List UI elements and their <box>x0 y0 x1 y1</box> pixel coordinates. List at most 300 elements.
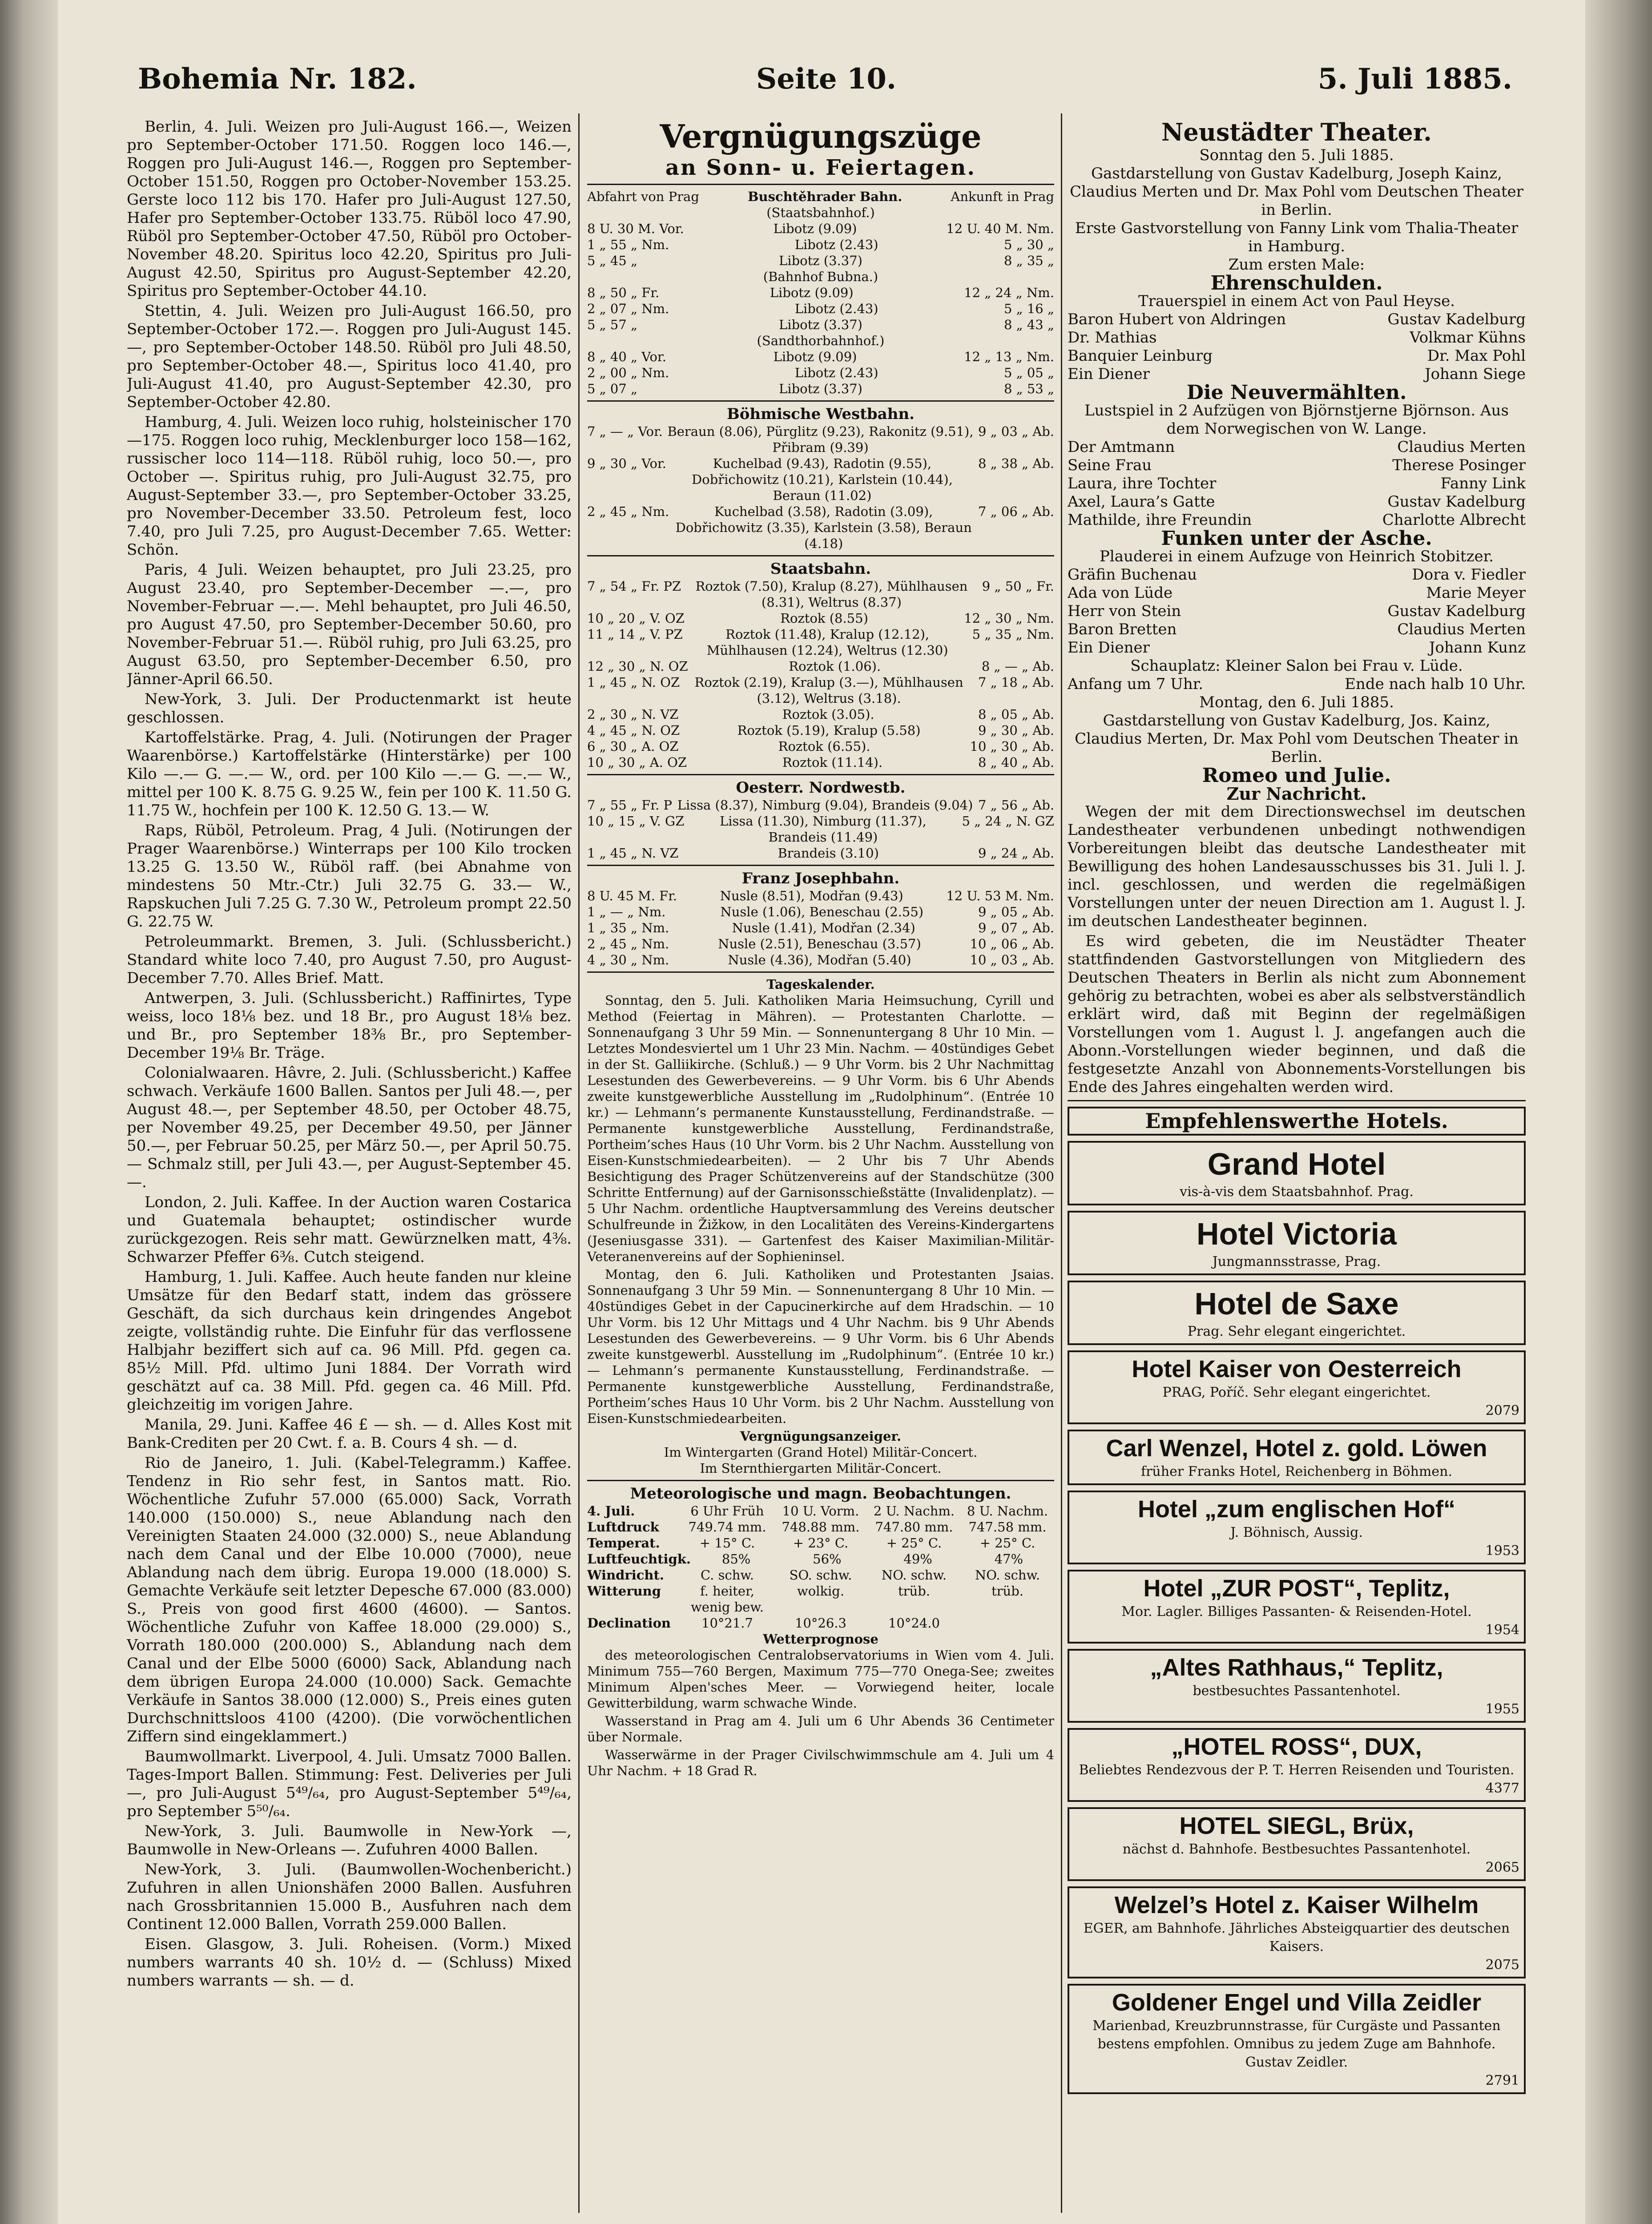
calendar-entry: Montag, den 6. Juli. Katholiken und Protestanten Jsaias. Sonnenaufgang 3 Uhr 59 Min. — Sonnenuntergang 8 Uhr 10 Min. — 40stündiges Gebet in der Capucinerkirche auf dem Hradschin. — 10 Uhr Vorm. bis 12 Uhr Mittags und 4 Uhr Nachm. bis 9 Uhr Abends Lesestunden des Gewerbevereins. — 9 Uhr Vorm. bis 6 Uhr Abends zweite kunstgewerbl. Ausstellung im „Rudolphinum“. (Entrée 10 kr.) — Lehmann’s permanente Kunstausstellung, Ferdinandstraße. — Permanente kunstgewerbliche Ausstellung, Ferdinandstraße, Portheim’sches Haus 10 Uhr Vorm. bis 2 Uhr Nachm. Ausstellung von Eisen-Kunstschmiedearbeiten. <box>587 1267 1054 1426</box>
departure-time: 1 „ 55 „ Nm. <box>587 237 669 252</box>
meteo-title: Meteorologische und magn. Beobachtungen. <box>630 1485 1011 1503</box>
meteo-cell: 10°26.3 <box>795 1616 846 1631</box>
water-level-text: Wasserstand in Prag am 4. Juli um 6 Uhr Abends 36 Centimeter über Normale. <box>587 1713 1054 1745</box>
hotel-details: EGER, am Bahnhofe. Jährliches Absteigquartier des deutschen Kaisers. <box>1083 1921 1510 1954</box>
departure-time: 6 „ 30 „ A. OZ <box>587 739 679 754</box>
divider <box>1068 1100 1526 1101</box>
train-row <box>587 706 1054 722</box>
train-destinations: Libotz (3.37) <box>779 317 862 332</box>
header-page-number: Seite 10. <box>756 62 897 96</box>
arrival-time: 8 „ 43 „ <box>1003 317 1054 332</box>
market-report: Hamburg, 4. Juli. Weizen loco ruhig, holsteinischer 170—175. Roggen loco ruhig, Mecklenburger loco 158—162, russischer loco 114—118. Rüböl ruhig, loco 50.—, pro October —. Spiritus ruhig, pro Juli-August 32.75, pro August-September 33.—, pro September-October 33.25, pro November-December 33.50. Petroleum fest, loco 7.40, pro Juli 7.25, pro August-December 7.65. Wetter: Schön. <box>127 413 572 559</box>
meteo-cell: 47% <box>994 1551 1023 1567</box>
departure-time: 11 „ 14 „ V. PZ <box>587 627 683 642</box>
arrival-time: 7 „ 06 „ Ab. <box>978 504 1054 519</box>
actor-name: Dora v. Fiedler <box>1412 566 1526 584</box>
role-name: Axel, Laura’s Gatte <box>1068 493 1215 511</box>
arrival-time: 10 „ 30 „ Ab. <box>970 739 1054 754</box>
arrival-time: 7 „ 18 „ Ab. <box>978 675 1054 690</box>
hotel-ad <box>1068 1491 1526 1564</box>
departure-time: 12 „ 30 „ N. OZ <box>587 659 688 674</box>
hotel-ad-number: 2075 <box>1485 1957 1519 1973</box>
role-name: Seine Frau <box>1068 456 1152 474</box>
theatre-intro <box>1068 146 1526 274</box>
arrival-time: 5 „ 16 „ <box>1003 301 1054 316</box>
role-name: Baron Bretten <box>1068 620 1177 638</box>
hotel-ad-number: 2079 <box>1485 1403 1519 1418</box>
train-destinations: Nusle (2.51), Beneschau (3.57) <box>718 936 921 951</box>
actor-name: Johann Kunz <box>1429 639 1526 657</box>
arrival-time: 5 „ 30 „ <box>1003 237 1054 252</box>
arrival-time: 12 U. 53 M. Nm. <box>946 888 1054 903</box>
train-row <box>587 813 1054 845</box>
meteo-cell: 747.58 mm. <box>968 1519 1047 1535</box>
meteo-cell: 10 U. Vorm. <box>782 1503 859 1519</box>
forecast-text: des meteorologischen Centralobservatoriums in Wien vom 4. Juli. Minimum 755—760 Bergen, Maximum 775—770 Onega-See; zweites Minimum Alpen'sches Meer. — Vorwiegend heiter, locale Gewitterbildung, warm schwache Winde. <box>587 1648 1054 1711</box>
arrival-time: 12 „ 24 „ Nm. <box>964 285 1054 300</box>
train-row <box>587 674 1054 706</box>
market-report: London, 2. Juli. Kaffee. In der Auction waren Costarica und Guatemala behauptet; ostindischer wurde zurückgezogen. Reis sehr matt. Gewürznelken matt, 4⅜. Schwarzer Pfeffer 6⅜. Cutch steigend. <box>127 1193 572 1266</box>
train-destinations: Libotz (9.09) <box>770 285 854 300</box>
departure-time: 4 „ 45 „ N. OZ <box>587 723 680 738</box>
forecast-title: Wetterprognose <box>763 1632 878 1647</box>
hotels-title: Empfehlenswerthe Hotels. <box>1068 1107 1526 1136</box>
train-row <box>587 301 1054 317</box>
hotel-ad <box>1068 1141 1526 1205</box>
cast-row <box>1068 620 1526 639</box>
arrival-time: 8 „ 05 „ Ab. <box>978 707 1054 722</box>
departure-time: 5 „ 07 „ <box>587 381 638 396</box>
market-report: Eisen. Glasgow, 3. Juli. Roheisen. (Vorm.) Mixed numbers warrants 40 sh. 10½ d. — (Schluss) Mixed numbers warrants — sh. — d. <box>127 1935 572 1990</box>
divider <box>587 555 1054 556</box>
departure-time: 10 „ 15 „ V. GZ <box>587 814 685 829</box>
train-row <box>587 504 1054 552</box>
meteo-cell <box>961 1615 1054 1631</box>
meteo-table <box>587 1503 1054 1631</box>
train-row <box>587 423 1054 455</box>
actor-name: Dr. Max Pohl <box>1427 347 1526 365</box>
hotel-ad <box>1068 1649 1526 1723</box>
theatre-intro-line: Zum ersten Male: <box>1228 256 1365 274</box>
train-destinations: Libotz (3.37) <box>779 253 862 268</box>
hotel-name: HOTEL SIEGL, Brüx, <box>1179 1813 1414 1839</box>
train-destinations: Roztok (6.55). <box>778 739 870 754</box>
franz-joseph-bahn-title: Franz Josephbahn. <box>741 870 900 887</box>
arrival-time: 9 „ 24 „ Ab. <box>978 846 1054 861</box>
meteo-cell: 2 U. Nachm. <box>873 1503 955 1519</box>
train-destinations: Roztok (1.06). <box>789 659 881 674</box>
cast-row <box>1068 566 1526 584</box>
play-subtitle: Plauderei in einem Aufzuge von Heinrich Stobitzer. <box>1100 548 1494 565</box>
calendar-title: Tageskalender. <box>766 977 875 992</box>
departure-time: 5 „ 57 „ <box>587 317 638 332</box>
hotel-details: nächst d. Bahnhofe. Bestbesuchtes Passantenhotel. <box>1122 1841 1471 1857</box>
role-name: Der Amtmann <box>1068 438 1175 456</box>
departure-time: 4 „ 30 „ Nm. <box>587 952 669 967</box>
train-row <box>587 578 1054 610</box>
entertainment-list <box>587 1444 1054 1476</box>
train-rows <box>587 221 1054 269</box>
meteo-cell: + 23° C. <box>793 1535 849 1551</box>
arrival-time: 8 „ — „ Ab. <box>981 659 1054 674</box>
water-temperature-text: Wasserwärme in der Prager Civilschwimmschule am 4. Juli um 4 Uhr Nachm. + 18 Grad R. <box>587 1747 1054 1778</box>
departure-time: 2 „ 30 „ N. VZ <box>587 707 679 722</box>
notice-text <box>1068 803 1526 1096</box>
meteo-cell: NO. schw. <box>881 1567 947 1583</box>
meteo-cell: f. heiter, wenig bew. <box>690 1583 764 1615</box>
divider <box>587 1480 1054 1481</box>
entertainment-entry: Im Wintergarten (Grand Hotel) Militär-Concert. <box>664 1445 978 1460</box>
meteo-cell: SO. schw. <box>789 1567 852 1583</box>
actor-name: Volkmar Kühns <box>1410 329 1526 346</box>
departure-time: 7 „ 54 „ Fr. PZ <box>587 579 681 594</box>
meteo-cell: Declination <box>587 1616 671 1631</box>
actor-name: Gustav Kadelburg <box>1387 493 1526 511</box>
train-row <box>587 845 1054 861</box>
train-row <box>587 455 1054 504</box>
westbahn-title: Böhmische Westbahn. <box>726 405 915 423</box>
play-subtitle: Trauerspiel in einem Act von Paul Heyse. <box>1138 292 1455 310</box>
entertainment-entry: Im Sternthiergarten Militär-Concert. <box>700 1461 942 1476</box>
train-row <box>587 754 1054 770</box>
theatre-intro-line: Gastdarstellung von Gustav Kadelburg, Joseph Kainz, Claudius Merten und Dr. Max Pohl vom Deutschen Theater in Berlin. <box>1070 165 1523 219</box>
meteo-cell: wolkig. <box>797 1583 845 1599</box>
actor-name: Charlotte Albrecht <box>1382 511 1526 529</box>
theatre-hotels-column <box>1068 118 1526 2217</box>
role-name: Ada von Lüde <box>1068 584 1173 602</box>
train-row <box>587 349 1054 365</box>
theatre-title: Neustädter Theater. <box>1161 118 1432 146</box>
train-destinations: Libotz (2.43) <box>794 237 878 252</box>
arrival-time: 9 „ 07 „ Ab. <box>978 920 1054 935</box>
header-date: 5. Juli 1885. <box>1318 62 1512 96</box>
role-name: Gräfin Buchenau <box>1068 566 1197 584</box>
hotel-details: PRAG, Poříč. Sehr elegant eingerichtet. <box>1162 1385 1431 1400</box>
cast-row <box>1068 456 1526 475</box>
cast-row <box>1068 475 1526 493</box>
role-name: Mathilde, ihre Freundin <box>1068 511 1252 529</box>
market-report: Paris, 4 Juli. Weizen behauptet, pro Juli 23.25, pro August 23.40, pro September-December —.—, pro November-Februar —.—. Mehl behauptet, pro Juli 46.50, pro August 47.50, pro September-December 50.60, pro November-Februar 51.—. Rüböl ruhig, pro Juli 63.25, pro August 63.50, pro September-December 6.50, pro Jänner-April 66.50. <box>127 561 572 688</box>
train-destinations: Nusle (8.51), Modřan (9.43) <box>720 888 903 903</box>
cast-row <box>1068 365 1526 383</box>
hotel-ad <box>1068 1886 1526 1978</box>
arrival-time: 5 „ 05 „ <box>1003 365 1054 380</box>
hotel-details: Jungmannsstrasse, Prag. <box>1212 1254 1381 1269</box>
meteo-row <box>587 1535 1054 1551</box>
train-destinations: Libotz (3.37) <box>779 381 862 396</box>
arrival-time: 12 „ 30 „ Nm. <box>964 611 1054 626</box>
arrival-time: 9 „ 03 „ Ab. <box>978 424 1054 439</box>
meteo-cell: 10°21.7 <box>701 1616 753 1631</box>
arrival-time: 9 „ 30 „ Ab. <box>978 723 1054 738</box>
train-row <box>587 253 1054 269</box>
divider <box>587 865 1054 866</box>
hotel-name: Carl Wenzel, Hotel z. gold. Löwen <box>1106 1435 1487 1462</box>
hotel-ad <box>1068 1350 1526 1424</box>
actor-name: Claudius Merten <box>1397 620 1526 638</box>
hotel-name: Grand Hotel <box>1207 1147 1386 1181</box>
arrival-time: 10 „ 03 „ Ab. <box>970 952 1054 967</box>
hotel-details: Prag. Sehr elegant eingerichtet. <box>1187 1324 1406 1339</box>
meteo-cell: 748.88 mm. <box>782 1519 860 1535</box>
market-report: Kartoffelstärke. Prag, 4. Juli. (Notirungen der Prager Waarenbörse.) Kartoffelstärke (Hinterstärke) per 100 Kilo —.— G. —.— W., ord. per 100 Kilo —.— G. —.— W., mittel per 100 K. 8.75 G. 9.25 W., fein per 100 K. 11.50 G. 11.75 W., hochfein per 100 K. 12.50 G. 13.— W. <box>127 729 572 819</box>
arrival-time: 12 U. 40 M. Nm. <box>946 221 1054 236</box>
departure-time: 1 „ 45 „ N. VZ <box>587 846 679 861</box>
hotel-ad-number: 4377 <box>1485 1781 1519 1796</box>
station-label: (Sandthorbahnhof.) <box>757 333 885 348</box>
market-report: Berlin, 4. Juli. Weizen pro Juli-August 166.—, Weizen pro September-October 171.50. Roggen loco 146.—, Roggen pro Juli-August 146.—, Roggen pro September-October 151.50, Roggen pro October-November 153.25. Gerste loco 112 bis 170. Hafer pro Juli-August 127.50, Hafer pro September-October 133.75. Rüböl loco 47.90, Rüböl pro September-October 47.50, Rüböl pro October-November 48.20. Spiritus loco 42.20, Spiritus pro Juli-August 42.50, Spiritus pro August-September 42.20, Spiritus pro September-October 44.10. <box>127 118 572 300</box>
departure-time: 10 „ 30 „ A. OZ <box>587 755 687 770</box>
hotel-ad <box>1068 1984 1526 2094</box>
role-name: Banquier Leinburg <box>1068 347 1213 365</box>
train-schedule-column <box>587 118 1054 2217</box>
meteo-cell: Windricht. <box>587 1567 664 1583</box>
hotel-name: Hotel Victoria <box>1197 1217 1397 1251</box>
meteo-cell: trüb. <box>991 1583 1023 1599</box>
market-report: Hamburg, 1. Juli. Kaffee. Auch heute fanden nur kleine Umsätze für den Bedarf statt, indem das grössere Geschäft, da sich durchaus kein dringendes Angebot zeigte, vollständig ruhte. Die Einfuhr für das verflossene Halbjahr beziffert sich auf ca. 96 Mill. Pfd. gegen ca. 85½ Mill. Pfd. ultimo Juni 1884. Der Vorrath wird geschätzt auf ca. 38 Mill. Pfd. gegen ca. 46 Mill. Pfd. gleichzeitig im vorigen Jahre. <box>127 1268 572 1414</box>
actor-name: Marie Meyer <box>1426 584 1526 602</box>
train-rows <box>587 423 1054 552</box>
market-report: New-York, 3. Juli. Baumwolle in New-York —, Baumwolle in New-Orleans —. Zufuhren 4000 Ballen. <box>127 1822 572 1858</box>
market-report: Raps, Rüböl, Petroleum. Prag, 4 Juli. (Notirungen der Prager Waarenbörse.) Winterraps per 100 Kilo trocken 13.25 G. 13.50 W., Rüböl raff. (bei Abnahme von mindestens 50 Mtr.-Ctr.) Juli 32.75 G. 33.— W., Rapskuchen Juli 7.25 G. 7.30 W., Petroleum prompt 22.50 G. 22.75 W. <box>127 822 572 931</box>
train-row <box>587 888 1054 904</box>
hotel-ad <box>1068 1728 1526 1802</box>
role-name: Laura, ihre Tochter <box>1068 475 1217 492</box>
meteo-row <box>587 1519 1054 1535</box>
meteo-row <box>587 1583 1054 1615</box>
play-title: Die Neuvermählten. <box>1186 381 1407 404</box>
departure-time: 1 „ 35 „ Nm. <box>587 920 669 935</box>
meteo-row <box>587 1615 1054 1631</box>
cast-row <box>1068 329 1526 347</box>
train-destinations: Nusle (4.36), Modřan (5.40) <box>728 952 911 967</box>
monday-text: Gastdarstellung von Gustav Kadelburg, Jos. Kainz, Claudius Merten, Dr. Max Pohl vom Deutschen Theater in Berlin. <box>1075 712 1519 766</box>
play-title: Romeo und Julie. <box>1202 764 1391 787</box>
hotel-details: bestbesuchtes Passantenhotel. <box>1193 1683 1401 1699</box>
market-report: Antwerpen, 3. Juli. (Schlussbericht.) Raffinirtes, Type weiss, loco 18⅛ bez. und 18 Br., pro August 18⅛ bez. und Br., pro September 18⅜ Br., pro September-December 19⅛ Br. Träge. <box>127 989 572 1062</box>
page-binding-edge <box>0 0 58 2224</box>
train-destinations: Lissa (11.30), Nimburg (11.37), Brandeis (11.49) <box>720 814 927 845</box>
hotel-details: J. Böhnisch, Aussig. <box>1230 1525 1363 1540</box>
hotel-name: „Altes Rathhaus,“ Teplitz, <box>1150 1654 1443 1681</box>
station-label: (Bahnhof Bubna.) <box>763 269 878 284</box>
train-destinations: Roztok (7.50), Kralup (8.27), Mühlhausen (8.31), Weltrus (8.37) <box>695 579 968 610</box>
header-issue: Bohemia Nr. 182. <box>138 62 417 96</box>
train-destinations: Libotz (9.09) <box>773 221 857 236</box>
departure-label: Abfahrt von Prag <box>587 189 699 204</box>
meteo-header-row <box>587 1503 1054 1519</box>
departure-time: 7 „ — „ Vor. <box>587 424 663 439</box>
hotel-name: Goldener Engel und Villa Zeidler <box>1112 1989 1482 2016</box>
hotel-name: „HOTEL ROSS“, DUX, <box>1171 1733 1422 1760</box>
notice-paragraph: Wegen der mit dem Directionswechsel im deutschen Landestheater verbundenen unbedingt nothwendigen Vorbereitungen bleibt das deutsche Landestheater mit Bewilligung des hohen Landesausschusses bis 31. Juli l. J. incl. geschlossen, und werden die regelmäßigen Vorstellungen unter der neuen Direction am 1. August l. J. im deutschen Landestheater beginnen. <box>1068 803 1526 930</box>
meteo-cell: Temperat. <box>587 1535 660 1551</box>
arrival-time: 9 „ 05 „ Ab. <box>978 904 1054 919</box>
meteo-cell: Luftfeuchtigk. <box>587 1551 691 1567</box>
train-destinations: Nusle (1.41), Modřan (2.34) <box>732 920 915 935</box>
notice-paragraph: Es wird gebeten, die im Neustädter Theater stattfindenden Gastvorstellungen von Mitgliedern des Deutschen Theaters in Berlin als nicht zum Abonnement gehörig zu betrachten, wobei es aber als selbstverständlich erklärt wird, daß mit Beginn der regelmäßigen Vorstellungen vom 1. August l. J. angefangen auch die Abonn.-Vorstellungen wieder beginnen, und daß die festgesetzte Anzahl von Abonnements-Vorstellungen bis Ende des Jahres eingehalten werden wird. <box>1068 932 1526 1096</box>
start-time: Anfang um 7 Uhr. <box>1068 675 1204 693</box>
hotel-ad <box>1068 1211 1526 1275</box>
departure-time: 2 „ 00 „ Nm. <box>587 365 669 380</box>
actor-name: Therese Posinger <box>1392 456 1526 474</box>
train-destinations: Roztok (8.55) <box>780 611 868 626</box>
train-row <box>587 920 1054 936</box>
hotel-details: Mor. Lagler. Billiges Passanten- & Reisenden-Hotel. <box>1121 1604 1472 1620</box>
role-name: Ein Diener <box>1068 639 1150 657</box>
train-destinations: Brandeis (3.10) <box>778 846 879 861</box>
play-scene: Schauplatz: Kleiner Salon bei Frau v. Lüde. <box>1130 657 1463 675</box>
train-destinations: Beraun (8.06), Pürglitz (9.23), Rakonitz (9.51), Přibram (9.39) <box>667 424 974 455</box>
train-rows <box>587 578 1054 770</box>
page-header <box>133 58 1512 107</box>
departure-time: 8 „ 50 „ Fr. <box>587 285 660 300</box>
hotel-name: Hotel de Saxe <box>1194 1286 1399 1321</box>
hotel-ad-number: 2791 <box>1485 2073 1519 2088</box>
actor-name: Claudius Merten <box>1397 438 1526 456</box>
meteo-cell: 85% <box>721 1551 751 1567</box>
play-times <box>1068 675 1526 693</box>
calendar-text <box>587 992 1054 1426</box>
train-destinations: Roztok (3.05). <box>782 707 874 722</box>
departure-time: 2 „ 07 „ Nm. <box>587 301 669 316</box>
cast-row <box>1068 493 1526 511</box>
arrival-time: 9 „ 50 „ Fr. <box>982 579 1054 594</box>
train-destinations: Roztok (2.19), Kralup (3.—), Mühlhausen (3.12), Weltrus (3.18). <box>694 675 963 706</box>
train-destinations: Libotz (2.43) <box>794 301 878 316</box>
divider <box>587 774 1054 775</box>
meteo-row <box>587 1567 1054 1583</box>
meteo-row <box>587 1551 1054 1567</box>
arrival-time: 8 „ 40 „ Ab. <box>978 755 1054 770</box>
market-report: Petroleummarkt. Bremen, 3. Juli. (Schlussbericht.) Standard white loco 7.40, pro August 7.50, pro August-December 7.70. Alles Brief. Matt. <box>127 933 572 987</box>
meteo-cell: Luftdruck <box>587 1519 659 1535</box>
arrival-time: 5 „ 35 „ Nm. <box>972 627 1054 642</box>
departure-time: 1 „ — „ Nm. <box>587 904 666 919</box>
divider <box>587 971 1054 973</box>
notice-title: Zur Nachricht. <box>1226 784 1367 804</box>
meteo-cell: + 15° C. <box>699 1535 755 1551</box>
train-row <box>587 237 1054 253</box>
train-row <box>587 797 1054 813</box>
train-destinations: Nusle (1.06), Beneschau (2.55) <box>720 904 924 919</box>
buschtehrad-title: Buschtěhrader Bahn. <box>748 189 903 204</box>
end-time: Ende nach halb 10 Uhr. <box>1345 675 1526 693</box>
train-row <box>587 381 1054 397</box>
hotel-ad <box>1068 1430 1526 1485</box>
market-report: Manila, 29. Juni. Kaffee 46 £ — sh. — d. Alles Kost mit Bank-Crediten per 20 Cwt. f. a. B. Cours 4 sh. — d. <box>127 1416 572 1452</box>
train-row <box>587 936 1054 952</box>
actor-name: Gustav Kadelburg <box>1387 602 1526 620</box>
arrival-time: 12 „ 13 „ Nm. <box>964 349 1054 364</box>
station-label: (Staatsbahnhof.) <box>766 205 875 220</box>
hotel-details: Beliebtes Rendezvous der P. T. Herren Reisenden und Touristen. <box>1079 1762 1515 1778</box>
cast-row <box>1068 584 1526 602</box>
column-rule-1 <box>578 113 580 2213</box>
train-destinations: Libotz (2.43) <box>794 365 878 380</box>
actor-name: Johann Siege <box>1424 365 1526 383</box>
nordwestbahn-title: Oesterr. Nordwestb. <box>736 779 906 797</box>
role-name: Baron Hubert von Aldringen <box>1068 310 1286 328</box>
hotel-name: Hotel Kaiser von Oesterreich <box>1132 1356 1462 1382</box>
role-name: Ein Diener <box>1068 365 1150 383</box>
train-row <box>587 658 1054 674</box>
meteo-cell: 747.80 mm. <box>875 1519 953 1535</box>
hotel-details: Marienbad, Kreuzbrunnstrasse, für Curgäste und Passanten bestens empfohlen. Omnibus zu jedem Zuge am Bahnhofe. Gustav Zeidler. <box>1092 2018 1501 2070</box>
departure-time: 7 „ 55 „ Fr. P <box>587 798 673 813</box>
departure-time: 5 „ 45 „ <box>587 253 638 268</box>
meteo-cell: 10°24.0 <box>888 1616 940 1631</box>
hotel-details: vis-à-vis dem Staatsbahnhof. Prag. <box>1180 1184 1414 1200</box>
market-report: New-York, 3. Juli. Der Productenmarkt ist heute geschlossen. <box>127 690 572 726</box>
departure-time: 10 „ 20 „ V. OZ <box>587 611 685 626</box>
cast-row <box>1068 438 1526 456</box>
meteo-cell: C. schw. <box>701 1567 754 1583</box>
actor-name: Fanny Link <box>1440 475 1526 492</box>
cast-list <box>1068 438 1526 529</box>
hotel-ad-number: 2065 <box>1485 1860 1519 1875</box>
theatre-intro-line: Sonntag den 5. Juli 1885. <box>1199 146 1394 164</box>
meteo-cell: NO. schw. <box>975 1567 1040 1583</box>
divider <box>587 184 1054 185</box>
cast-list <box>1068 566 1526 657</box>
cast-row <box>1068 639 1526 657</box>
staatsbahn-title: Staatsbahn. <box>770 560 871 578</box>
departure-time: 1 „ 45 „ N. OZ <box>587 675 680 690</box>
train-destinations: Roztok (11.14). <box>782 755 883 770</box>
hotel-ad-number: 1954 <box>1485 1622 1519 1638</box>
train-destinations: Kuchelbad (3.58), Radotin (3.09), Dobřichowitz (3.35), Karlstein (3.58), Beraun (4.18) <box>675 504 972 551</box>
meteo-cell: 4. Juli. <box>587 1503 635 1519</box>
page-right-edge <box>1585 0 1652 2224</box>
cast-list <box>1068 310 1526 383</box>
market-report: Colonialwaaren. Hâvre, 2. Juli. (Schlussbericht.) Kaffee schwach. Verkäufe 1600 Ballen. Santos per Juli 48.—, per August 48.—, per September 48.50, per October 48.75, per November 49.25, per December 49.50, per Jänner 50.—, per Februar 50.25, per März 50.—, per April 50.75. — Schmalz still, per Juli 43.—, per August-September 45.—. <box>127 1064 572 1191</box>
train-destinations: Kuchelbad (9.43), Radotin (9.55), Dobřichowitz (10.21), Karlstein (10.44), Beraun (11.02) <box>691 456 953 503</box>
meteo-cell: 8 U. Nachm. <box>967 1503 1048 1519</box>
train-row <box>587 610 1054 626</box>
arrival-time: 5 „ 24 „ N. GZ <box>962 814 1054 829</box>
train-row <box>587 904 1054 920</box>
train-rows <box>587 285 1054 333</box>
meteo-cell: trüb. <box>898 1583 930 1599</box>
hotel-name: Hotel „ZUR POST“, Teplitz, <box>1143 1575 1450 1602</box>
hotel-name: Welzel’s Hotel z. Kaiser Wilhelm <box>1114 1892 1479 1918</box>
meteo-cell: 49% <box>903 1551 932 1567</box>
train-row <box>587 317 1054 333</box>
departure-time: 2 „ 45 „ Nm. <box>587 936 669 951</box>
departure-time: 2 „ 45 „ Nm. <box>587 504 669 519</box>
hotel-ad-number: 1955 <box>1485 1701 1519 1717</box>
play-title: Ehrenschulden. <box>1210 272 1383 294</box>
divider <box>587 400 1054 402</box>
market-report: Rio de Janeiro, 1. Juli. (Kabel-Telegramm.) Kaffee. Tendenz in Rio sehr fest, in Santos matt. Rio. Wöchentliche Zufuhr 57.000 (65.000) Sack, Vorrath 140.000 (150.000) S., neue Ablandung nach den Vereinigten Staaten 24.000 (32.000) S., neue Ablandung nach dem Canal und der Elbe 10.000 (7000), neue Ablandung nach dem übrig. Europa 19.000 (18.000) S. Gemachte Verkäufe seit letzter Depesche 67.000 (83.000) S., Preis von good first 4600 (4600). — Santos. Wöchentliche Zufuhr von Kaffee 18.000 (29.000) S., Vorrath 180.000 (200.000) S., Ablandung nach dem Canal und der Elbe 5000 (6000) Sack, Ablandung nach dem übrigen Europa 24.000 (10.000) Sack. Gemachte Verkäufe in Santos 38.000 (12.000) S., Preis eines guten Durchschnittsloos 4100 (4200). (Die vorwöchentlichen Ziffern sind eingeklammert.) <box>127 1454 572 1745</box>
meteo-cell: 6 Uhr Früh <box>690 1503 764 1519</box>
departure-time: 8 U. 45 M. Fr. <box>587 888 677 903</box>
actor-name: Gustav Kadelburg <box>1387 310 1526 328</box>
arrival-time: 8 „ 35 „ <box>1003 253 1054 268</box>
hotel-ad <box>1068 1281 1526 1345</box>
train-row <box>587 285 1054 301</box>
arrival-time: 7 „ 56 „ Ab. <box>978 798 1054 813</box>
market-report: Stettin, 4. Juli. Weizen pro Juli-August 166.50, pro September-October 172.—. Roggen pro Juli-August 145.—, pro September-October 148.50. Rüböl pro Juli 48.50, pro September-October 48.—, Spiritus loco 41.40, pro Juli-August 41.40, pro August-September 42.30, pro September-October 42.80. <box>127 302 572 411</box>
hotel-ads <box>1068 1141 1526 2094</box>
meteo-cell: + 25° C. <box>886 1535 942 1551</box>
play-title: Funken unter der Asche. <box>1161 527 1432 550</box>
cast-row <box>1068 602 1526 620</box>
arrival-label: Ankunft in Prag <box>951 189 1054 204</box>
role-name: Herr von Stein <box>1068 602 1181 620</box>
train-row <box>587 626 1054 658</box>
